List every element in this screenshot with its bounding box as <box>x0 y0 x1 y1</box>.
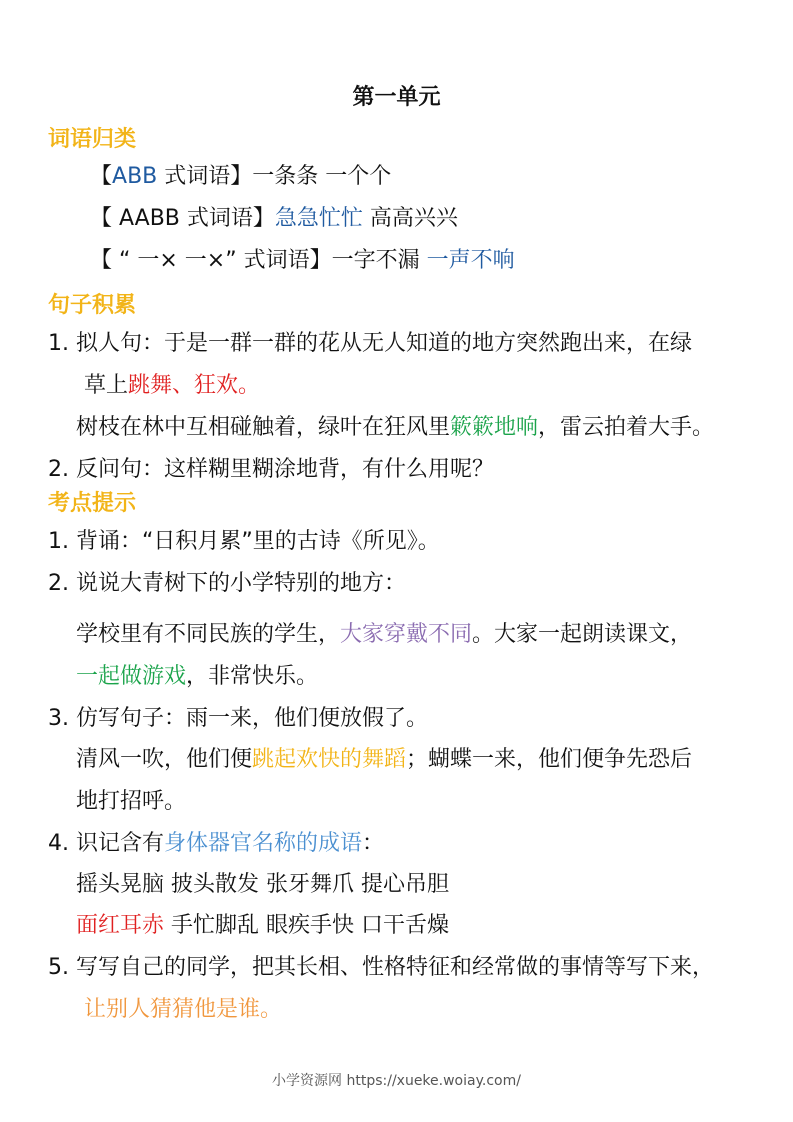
abb-label: ABB <box>112 164 158 189</box>
footer-source: 小学资源网 https://xueke.woiay.com/ <box>272 1073 521 1089</box>
yi-yi-label: 【 “ 一× 一×” 式词语】一字不漏 <box>90 248 427 273</box>
section-heading-sentence-accumulation: 句子积累 <box>48 293 137 318</box>
section-heading-word-classification: 词语归类 <box>48 127 137 152</box>
tip-4-idioms-line-2 <box>76 911 449 941</box>
page-title: 第一单元 <box>352 85 441 110</box>
tip-4-idioms-line-1: 摇头晃脑 披头散发 张牙舞爪 提心吊胆 <box>76 872 449 897</box>
text: 手忙脚乱 眼疾手快 口干舌燥 <box>164 913 449 938</box>
yi-yi-example-highlight: 一声不响 <box>426 248 515 273</box>
aabb-label: 【 AABB 式词语】 <box>90 206 275 231</box>
highlight-blue: 身体器官名称的成语 <box>163 831 362 856</box>
tip-4-idioms <box>48 829 384 859</box>
highlight-green: 簌簌地响 <box>450 415 539 440</box>
text: 4. 识记含有 <box>48 831 164 856</box>
aabb-example: 高高兴兴 <box>362 206 458 231</box>
sentence-rhetorical-question: 2. 反问句：这样糊里糊涂地背，有什么用呢？ <box>48 457 494 482</box>
text: 清风一吹，他们便 <box>76 747 253 772</box>
text: ： <box>362 831 385 856</box>
bracket-text: 【 <box>90 164 113 189</box>
text: 树枝在林中互相碰触着，绿叶在狂风里 <box>76 415 451 440</box>
text: ；蝴蝶一来，他们便争先恐后 <box>406 747 693 772</box>
sentence-personification: 1. 拟人句：于是一群一群的花从无人知道的地方突然跑出来，在绿 <box>48 331 692 356</box>
tip-2-answer-line-1 <box>76 620 692 650</box>
tip-1-recite: 1. 背诵：“日积月累”里的古诗《所见》。 <box>48 529 440 554</box>
tip-5-classmate: 5. 写写自己的同学，把其长相、性格特征和经常做的事情等写下来， <box>48 955 714 980</box>
highlight-red: 面红耳赤 <box>76 913 165 938</box>
tip-3-answer-line-1 <box>76 745 692 775</box>
word-line-aabb <box>90 204 458 234</box>
highlight-yellow: 跳起欢快的舞蹈 <box>252 747 407 772</box>
text: 。大家一起朗读课文， <box>472 622 693 647</box>
abb-examples: 式词语】一条条 一个个 <box>157 164 392 189</box>
tip-2-school: 2. 说说大青树下的小学特别的地方： <box>48 571 406 596</box>
section-heading-key-points: 考点提示 <box>48 491 137 516</box>
word-line-abb <box>90 162 391 192</box>
tip-3-imitate: 3. 仿写句子：雨一来，他们便放假了。 <box>48 706 428 731</box>
text: ，雷云拍着大手。 <box>538 415 715 440</box>
tip-5-classmate-cont <box>84 995 282 1025</box>
text: 学校里有不同民族的学生， <box>76 622 341 647</box>
highlight-purple: 大家穿戴不同 <box>340 622 473 647</box>
text: 草上 <box>84 373 129 398</box>
tip-2-answer-line-2 <box>76 662 318 692</box>
text: ，非常快乐。 <box>186 664 319 689</box>
highlight-green: 一起做游戏 <box>76 664 187 689</box>
sentence-personification-cont <box>84 371 260 401</box>
highlight-red: 跳舞、狂欢。 <box>128 373 261 398</box>
tip-3-answer-line-2: 地打招呼。 <box>76 789 187 814</box>
word-line-yi-yi <box>90 246 515 276</box>
aabb-example-highlight: 急急忙忙 <box>274 206 363 231</box>
highlight-orange: 让别人猜猜他是谁。 <box>84 997 283 1022</box>
sentence-personification-2 <box>76 413 714 443</box>
